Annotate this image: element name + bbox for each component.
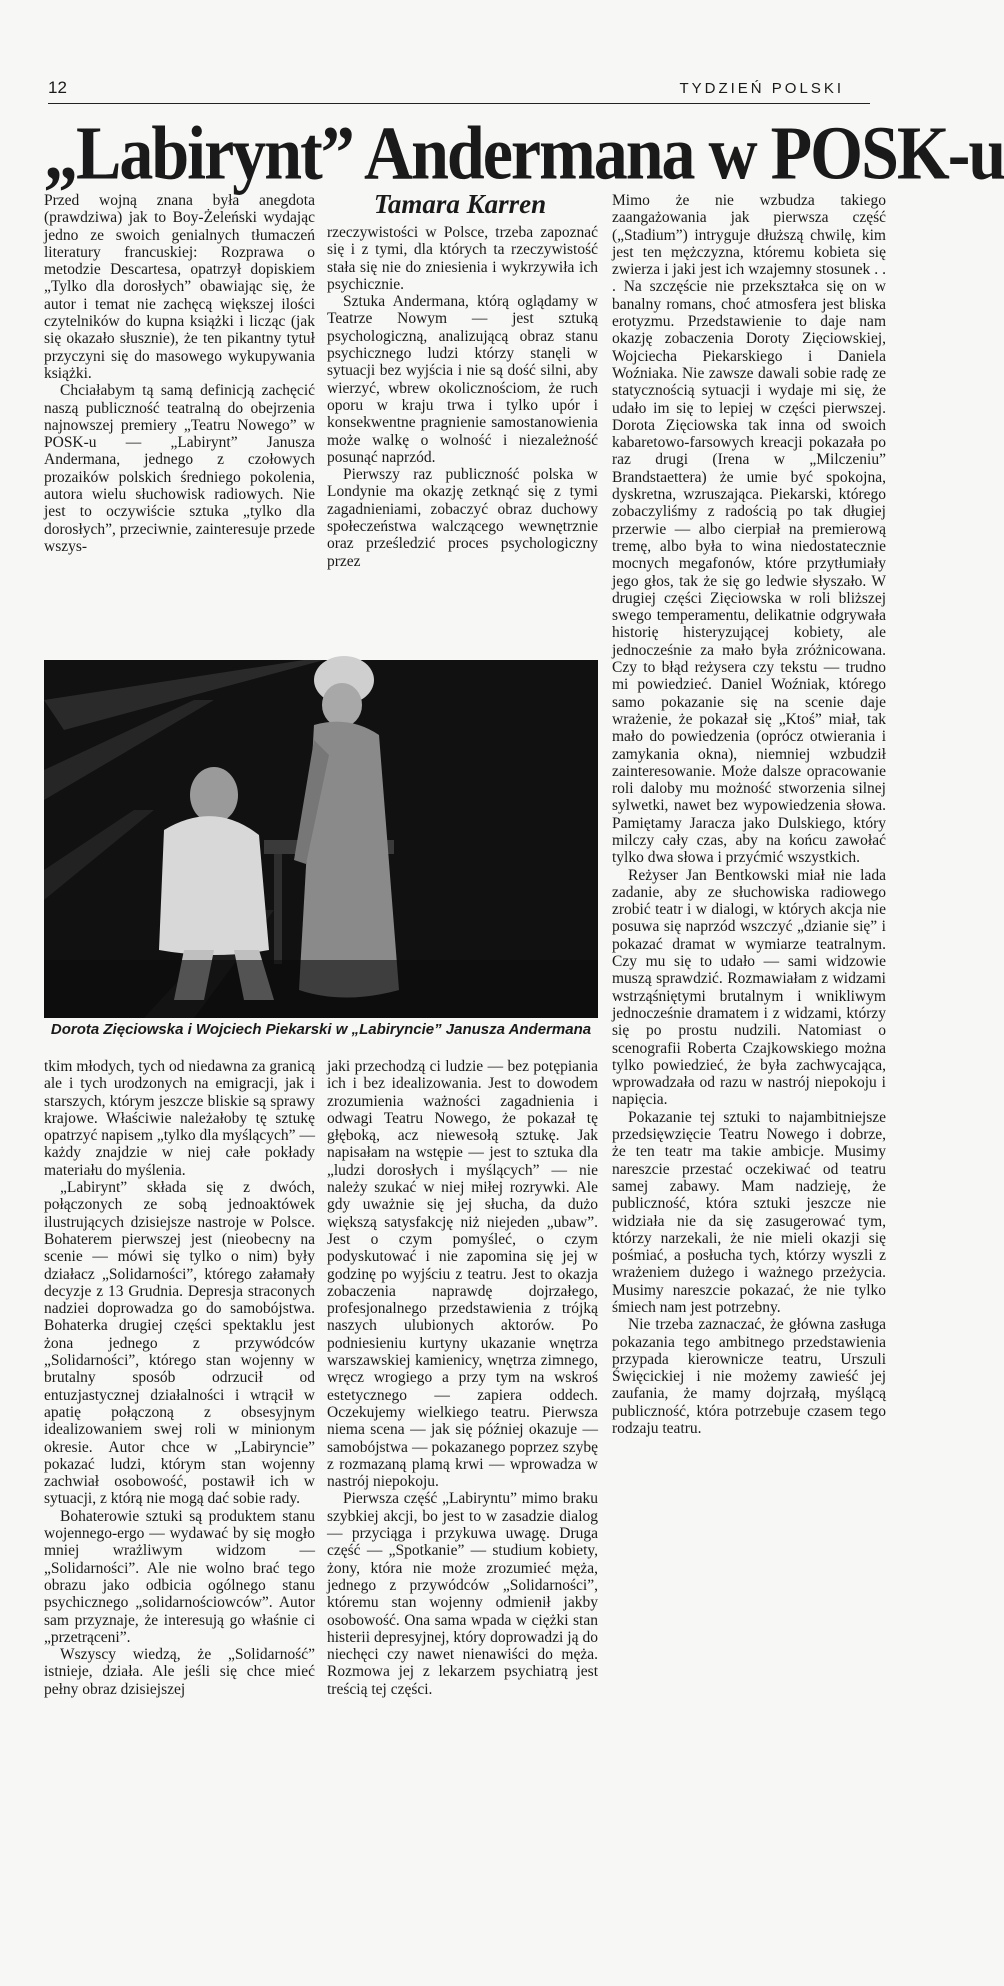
column-1-top	[44, 192, 315, 555]
article-paragraph: Chciałabym tą samą definicją zachęcić naszą publiczność teatralną do obejrzenia najnowszej premiery „Teatru Nowego” w POSK-u — „Labirynt” Janusza Andermana, jednego z czołowych prozaików polskich średniego pokolenia, autora wielu słuchowisk radiowych. Nie jest to oczywiście sztuka „tylko dla dorosłych”, przeciwnie, zainteresuje przede wszys-	[44, 382, 315, 555]
article-paragraph: „Labirynt” składa się z dwóch, połączonych ze sobą jednoaktówek ilustrujących dzisiejsze nastroje w Polsce. Bohaterem pierwszej jest (nieobecny na scenie — mówi się tylko o nim) były działacz „Solidarności”, którego załamały decyzje z 13 Grudnia. Depresja straconych nadziei doprowadza go do samobójstwa. Bohaterka drugiej części spektaklu jest żona jednego z przywódców „Solidarności”, którego stan wojenny w brutalny sposób odrzucił od entuzjastycznej działalności i wtrącił w apatię połączoną z obsesyjnym idealizowaniem swej roli w minionym okresie. Autor chce w „Labiryncie” pokazać ludzi, którym stan wojenny zachwiał osobowość, postawił ich w sytuacji, z którą nie mogą dać sobie rady.	[44, 1179, 315, 1508]
column-2-bottom	[327, 1058, 598, 1698]
column-2-top	[327, 224, 598, 570]
photo-caption: Dorota Zięciowska i Wojciech Piekarski w „Labiryncie” Janusza Andermana	[50, 1021, 592, 1038]
article-paragraph: rzeczywistości w Polsce, trzeba zapoznać się i z tymi, dla których ta rzeczywistość stała się nie do zniesienia i wykrzywiła ich psychicznie.	[327, 224, 598, 293]
article-paragraph: Pierwszy raz publiczność polska w Londynie ma okazję zetknąć się z tymi zagadnieniami, zobaczyć obraz duchowy społeczeństwa walczącego wewnętrznie oraz prześledzić proces psychologiczny przez	[327, 466, 598, 570]
article-paragraph: Wszyscy wiedzą, że „Solidarność” istnieje, działa. Ale jeśli się chce mieć pełny obraz dzisiejszej	[44, 1646, 315, 1698]
article-paragraph: Mimo że nie wzbudza takiego zaangażowania jak pierwsza część („Stadium”) intryguje dłuższą chwilę, kim jest ten mężczyzna, któremu kobieta się zwierza i jaki jest ich wzajemny stosunek . . . Na szczęście nie przekształca się on w banalny romans, choć atmosfera jest bliska erotyzmu. Przedstawienie to daje nam okazję zobaczenia Doroty Zięciowskiej, Wojciecha Piekarskiego i Daniela Woźniaka. Nie zawsze dawali sobie radę ze statycznością sytuacji i wydaje mi się, że udało im się to lepiej w części pierwszej. Dorota Zięciowska tak inna od swoich kabaretowo-farsowych kreacji pokazała po raz drugi (Irena w „Milczeniu” Brandstaettera) że umie być spokojna, dyskretna, wzruszająca. Piekarski, którego zobaczyliśmy z radością po tak długiej przerwie — albo cierpiał na premierową tremę, albo była to wina niedostatecznie mocnych megafonów, które przytłumiały jego głos, tak że się go ledwie słyszało. W drugiej części Zięciowska w roli bliższej swego temperamentu, delikatnie odgrywała historię histeryzującej kobiety, ale jednocześnie za mało była zróżnicowana. Czy to błąd reżysera czy tekstu — trudno mi powiedzieć. Daniel Woźniak, którego samo pokazanie się na scenie daje wrażenie, że pokazał się „Ktoś” miał, tak mało do powiedzenia (oprócz otwierania i zamykania okna), niemniej wzbudził zainteresowanie. Może dalsze opracowanie roli daloby mu możność stworzenia silnej sylwetki, nawet bez wypowiedzenia słowa. Pamiętamy Jaracza jako Dulskiego, który milczy cały czas, aby na końcu zawołać tylko dwa słowa i przyćmić wszystkich.	[612, 192, 886, 867]
stage-photo	[44, 660, 598, 1018]
stage-scene-image	[44, 660, 598, 1018]
article-paragraph: Sztuka Andermana, którą oglądamy w Teatrze Nowym — jest sztuką psychologiczną, analizującą obraz stanu psychicznego ludzi którzy stanęli w sytuacji bez wyjścia i nie są dość silni, aby wierzyć, wbrew okolicznościom, że ruch oporu w kraju trwa i tylko upór i konsekwentne pragnienie samostanowienia może walkę o wolność i niezależność posunąć naprzód.	[327, 293, 598, 466]
article-paragraph: Reżyser Jan Bentkowski miał nie lada zadanie, aby ze słuchowiska radiowego zrobić teatr i w dialogi, w których akcja nie posuwa się naprzód wszczyć „dzianie się” i pokazać dramat w wymiarze teatralnym. Czy mu się to udało — sami widzowie muszą sprawdzić. Rozmawiałam z widzami wstrząśniętymi brutalnym i wnikliwym jednocześnie dramatem i z widzami, którzy się po prostu nudzili. Natomiast o scenografii Roberta Czajkowskiego można tylko powiedzieć, że była zachwycająca, wprowadzała od razu w nastrój niepokoju i napięcia.	[612, 866, 886, 1109]
header-rule	[48, 103, 870, 104]
article-headline: „Labirynt” Andermana w POSK-u	[44, 110, 1004, 196]
article-paragraph: Przed wojną znana była anegdota (prawdziwa) jak to Boy-Żeleński wydając jedno ze swoich genialnych tłumaczeń literatury francuskiej: Rozprawa o metodzie Descartesa, opatrzył dopiskiem „Tylko dla dorosłych” obawiając się, że autor i temat nie zachęcą większej ilości czytelników do kupna książki i licząc (jak się okazało słusznie), że ten pikantny tytuł przyczyni się do masowego wykupywania książki.	[44, 192, 315, 382]
article-paragraph: Nie trzeba zaznaczać, że główna zasługa pokazania tego ambitnego przedstawienia przypada kierownicze teatru, Urszuli Święcickiej i nie możemy zawieść jej zaufania, że mamy dojrzałą, myślącą publiczność, która potrzebuje czasem tego rodzaju teatru.	[612, 1316, 886, 1438]
article-paragraph: jaki przechodzą ci ludzie — bez potępiania ich i bez idealizowania. Jest to dowodem zrozumienia ważności zagadnienia i odwagi Teatru Nowego, że pokazał tę głęboką, acz niewesołą sztukę. Jak napisałam na wstępie — jest to sztuka dla „ludzi dorosłych i myślących” — nie należy szukać w niej miłej rozrywki. Ale gdy uważnie się jej słucha, da dużo większą satysfakcję niż niejeden „ubaw”. Jest o czym pomyśleć, o czym podyskutować i nie zapomina się jej w godzinę po wyjściu z teatru. Jest to okazja zobaczenia naprawdę dojrzałego, profesjonalnego przedstawienia z trójką naszych ulubionych aktorów. Po podniesieniu kurtyny ukazanie wnętrza warszawskiej kamienicy, wnętrza zimnego, wręcz wrogiego a przy tym na wskroś estetycznego — zapiera oddech. Oczekujemy wielkiego teatru. Pierwsza niema scena — jak się później okazuje — samobójstwa — pokazanego poprzez szybę z rozmazaną plamą krwi — wprowadza w nastrój niepokoju.	[327, 1058, 598, 1491]
article-author: Tamara Karren	[373, 189, 547, 219]
article-paragraph: Bohaterowie sztuki są produktem stanu wojennego-ergo — wydawać by się mogło mniej wrażliwym widzom — „Solidarności”. Ale nie wolno brać tego obrazu jako odbicia ogólnego stanu psychicznego „solidarnościowców”. Autor sam przyznaje, że interesują go właśnie ci „przetrącenі”.	[44, 1507, 315, 1646]
column-1-bottom	[44, 1058, 315, 1698]
article-paragraph: tkim młodych, tych od niedawna za granicą ale i tych urodzonych na emigracji, jak i starszych, którym jeszcze bliskie są sprawy krajowe. Właściwie należałoby tę sztukę opatrzyć napisem „tylko dla myślących” — każdy znajdzie w niej całe pokłady materiału do myślenia.	[44, 1058, 315, 1179]
publication-name: TYDZIEŃ POLSKI	[679, 80, 844, 97]
article-paragraph: Pokazanie tej sztuki to najambitniejsze przedsięwzięcie Teatru Nowego i dobrze, że ten teatr ma takie ambicje. Musimy nareszcie przestać oczekiwać od teatru samej zabawy. Mam nadzieję, że publiczność, która sztuki jeszcze nie widziała nie da się zasugerować tym, którzy narzekali, że nie mieli okazji się pośmiać, a posłucha tych, którzy wyszli z wrażeniem dużego i ważnego przeżycia. Musimy nareszcie pokazać, że nie tylko śmiech nam jest potrzebny.	[612, 1108, 886, 1316]
page-number: 12	[48, 78, 67, 97]
article-paragraph: Pierwsza część „Labiryntu” mimo braku szybkiej akcji, bo jest to w zasadzie dialog — przyciąga i przykuwa uwagę. Druga część — „Spotkanie” — studium kobiety, żony, która nie może zrozumieć męża, jednego z przywódców „Solidarności”, któremu stan wojenny odmienił jakby osobowość. Ona sama wpada w ciężki stan histerii depresyjnej, który doprowadzi ją do niechęci czy nawet nienawiści do męża. Rozmowa jej z lekarzem psychiatrą jest treścią tej części.	[327, 1490, 598, 1698]
column-3	[612, 192, 886, 1437]
